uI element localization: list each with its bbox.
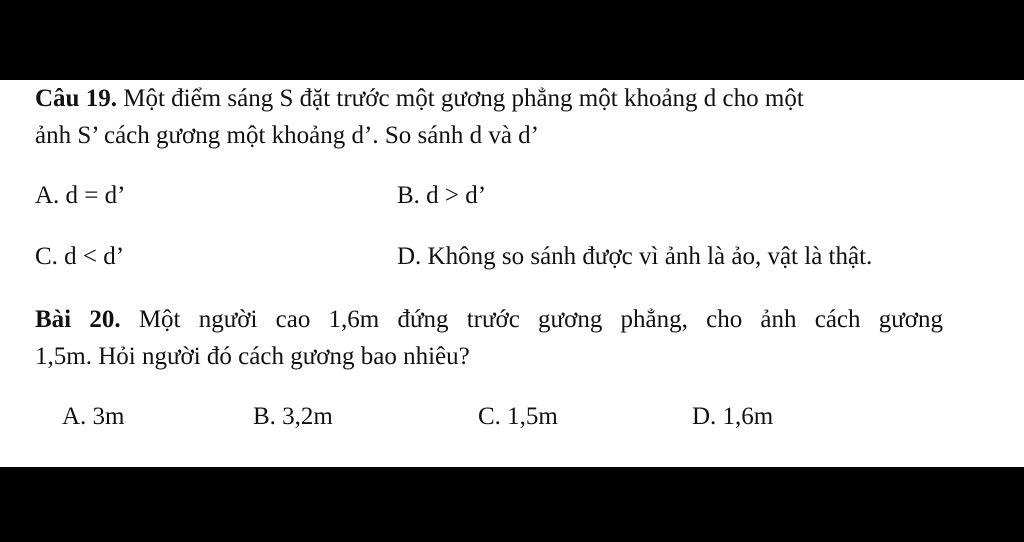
question-20-option-b: B. 3,2m: [253, 403, 333, 430]
question-20-text-line-1: Một người cao 1,6m đứng trước gương phẳng, cho ảnh cách gương: [138, 306, 943, 333]
question-19-option-b: B. d > d’: [397, 182, 487, 209]
question-19-option-c: C. d < d’: [35, 243, 125, 270]
question-20-option-a: A. 3m: [62, 403, 125, 430]
question-19-text-line-1: Một điểm sáng S đặt trước một gương phẳng một khoảng d cho một: [123, 85, 804, 112]
question-20-text-line-2: 1,5m. Hỏi người đó cách gương bao nhiêu?: [35, 343, 470, 370]
question-20-option-c: C. 1,5m: [478, 403, 558, 430]
document-page: [0, 80, 1024, 467]
question-19-label: Câu 19.: [35, 85, 117, 112]
question-19-text-line-2: ảnh S’ cách gương một khoảng d’. So sánh d và d’: [35, 122, 539, 149]
question-20-option-d: D. 1,6m: [692, 403, 774, 430]
question-20-label: Bài 20.: [35, 306, 121, 333]
question-19-line-1: [35, 84, 804, 114]
question-20-line-1: [35, 305, 943, 335]
question-19-option-a: A. d = d’: [35, 182, 126, 209]
question-19-option-d: D. Không so sánh được vì ảnh là ảo, vật là thật.: [397, 243, 873, 270]
